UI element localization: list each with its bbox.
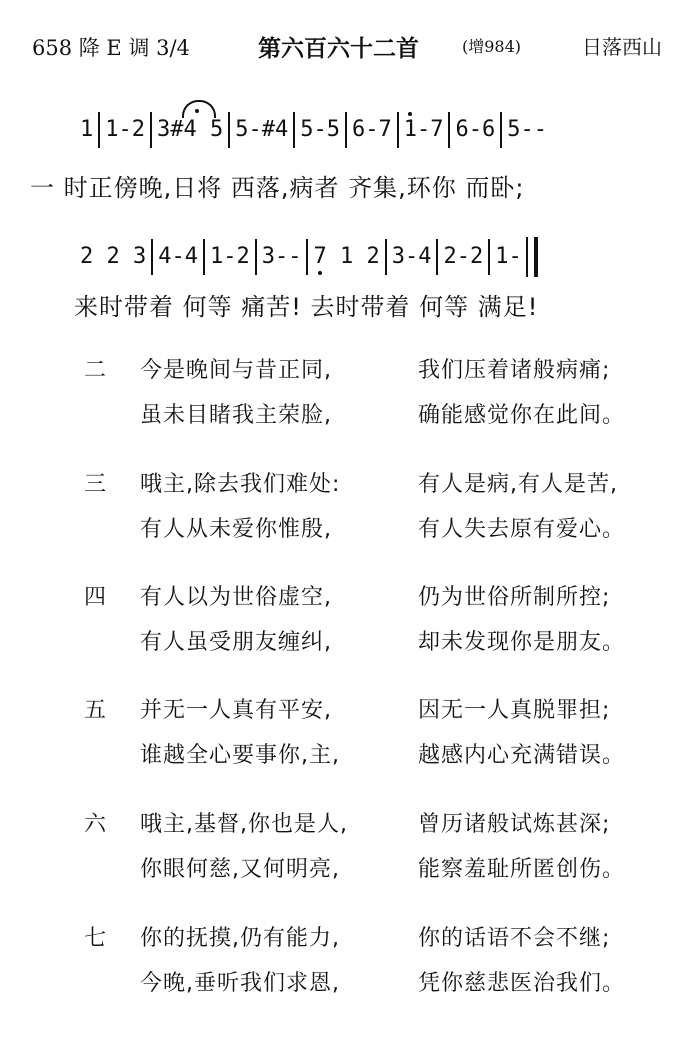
measure: -7 (416, 117, 444, 142)
bar-line (500, 112, 502, 148)
measure: 2-2 (443, 244, 484, 269)
hymn-number-key-meter: 658 降 E 调 3/4 (32, 36, 190, 60)
verse-text: 凭你慈悲医治我们。 (418, 971, 626, 996)
verse-number: 三 (84, 472, 107, 497)
measure-note-sharp: #4 (170, 117, 197, 142)
measure: 3-- (261, 244, 302, 269)
measure: 1-2 (105, 117, 145, 142)
verse-number: 四 (84, 585, 107, 610)
verse-number: 七 (84, 926, 107, 951)
verse-text: 有人失去原有爱心。 (418, 517, 626, 542)
measure: 5-5 (300, 117, 340, 142)
measure: 1-2 (209, 244, 250, 269)
verse-text: 你眼何慈,又何明亮, (140, 857, 340, 882)
verse-text: 能察羞耻所匿创伤。 (418, 857, 626, 882)
bar-line (488, 239, 490, 275)
supplement-number: (增984) (462, 37, 522, 56)
verse-text: 并无一人真有平安, (140, 698, 332, 723)
bar-line (98, 112, 100, 148)
verse-text: 确能感觉你在此间。 (418, 403, 626, 428)
verse-text: 我们压着诸般病痛; (418, 358, 611, 383)
verse-text: 有人从未爱你惟殷, (140, 517, 332, 542)
verse-text: 你的话语不会不继; (418, 926, 611, 951)
measure: 6-6 (455, 117, 496, 142)
bar-line (228, 112, 230, 148)
measure: 5-#4 (235, 117, 289, 142)
verse-text: 越感内心充满错误。 (418, 743, 626, 768)
verse-text: 有人虽受朋友缠纠, (140, 630, 332, 655)
verse-text: 你的抚摸,仍有能力, (140, 926, 340, 951)
measure: 3-4 (391, 244, 432, 269)
bar-line (255, 239, 257, 275)
verse-number: 六 (84, 812, 107, 837)
verse-text: 有人以为世俗虚空, (140, 585, 332, 610)
bar-line (306, 239, 308, 275)
bar-line (345, 112, 347, 148)
bar-line (293, 112, 295, 148)
verse-text: 今是晚间与昔正同, (140, 358, 332, 383)
low-octave-note: 7 (313, 244, 327, 269)
bar-line (150, 112, 152, 148)
verse-text: 有人是病,有人是苦, (418, 472, 618, 497)
bar-line (203, 239, 205, 275)
final-bar-line (526, 237, 538, 277)
lyrics-line-1: 一 时正傍晚,日将 西落,病者 齐集,环你 而卧; (30, 174, 525, 202)
hymn-title: 第六百六十二首 (258, 36, 419, 62)
bar-line (385, 239, 387, 275)
verse-text: 哦主,基督,你也是人, (140, 812, 348, 837)
bar-line (436, 239, 438, 275)
measure: 1- (495, 244, 522, 269)
bar-line (151, 239, 153, 275)
verse-text: 因无一人真脱罪担; (418, 698, 611, 723)
high-octave-note: 1 (403, 117, 417, 142)
measure: 6-7 (351, 117, 392, 142)
measure: 2 2 3 (80, 244, 147, 269)
music-line-1 (80, 112, 547, 148)
verse-text: 哦主,除去我们难处: (140, 472, 341, 497)
bar-line (397, 112, 399, 148)
verse-text: 曾历诸般试炼甚深; (418, 812, 611, 837)
verse-text: 虽未目睹我主荣脸, (140, 403, 332, 428)
measure: 4-4 (158, 244, 198, 269)
verse-text: 仍为世俗所制所控; (418, 585, 611, 610)
verse-number: 五 (84, 698, 107, 723)
verse-number: 二 (84, 358, 107, 383)
measure-note: 3 (157, 117, 171, 142)
measure: 1 (80, 117, 94, 142)
lyrics-line-2: 来时带着 何等 痛苦! 去时带着 何等 满足! (74, 293, 539, 321)
measure: 1 2 (326, 244, 380, 269)
music-line-2 (80, 237, 538, 277)
measure: 5-- (507, 117, 547, 142)
bar-line (448, 112, 450, 148)
measure-note: 5 (196, 117, 224, 142)
verse-text: 却未发现你是朋友。 (418, 630, 626, 655)
tune-name: 日落西山 (582, 35, 662, 59)
verse-text: 今晚,垂听我们求恩, (140, 971, 340, 996)
verse-text: 谁越全心要事你,主, (140, 743, 340, 768)
